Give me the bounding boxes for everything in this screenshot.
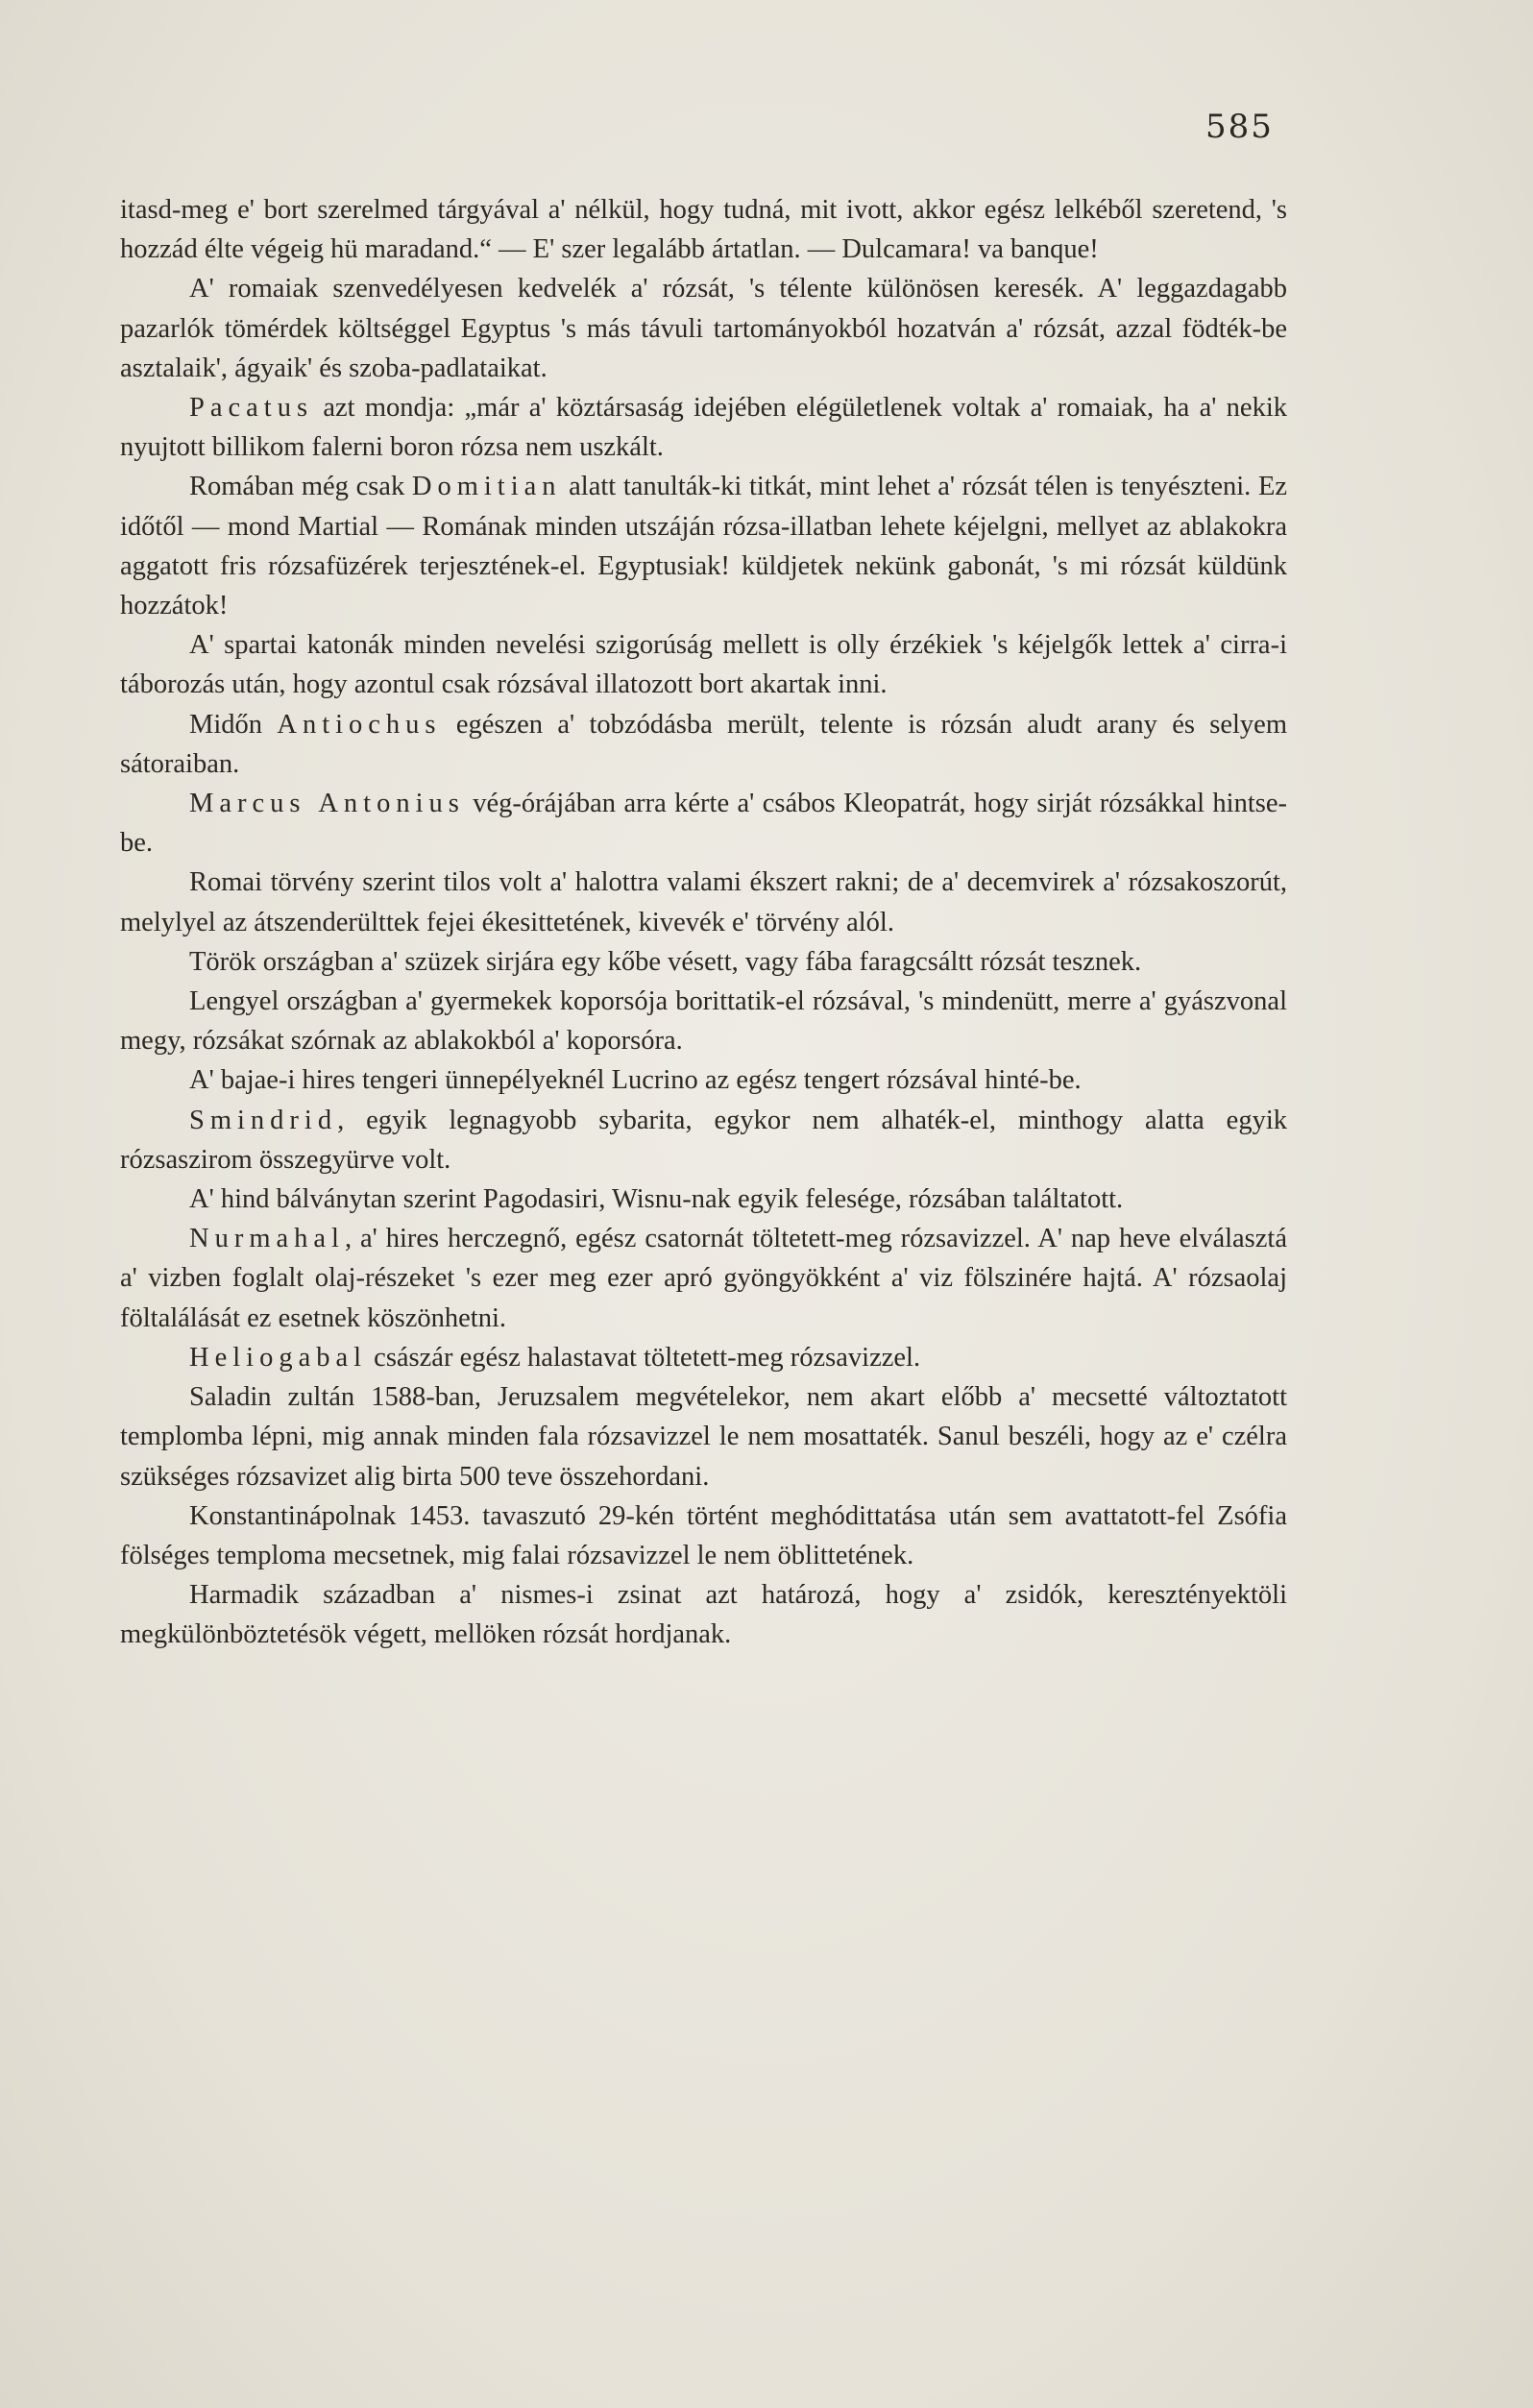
- paragraph-text: A' bajae-i hires tengeri ünnepélyeknél Lucrino az egész tengert rózsával hinté-be.: [189, 1065, 1082, 1096]
- paragraph-text: vég-órájában arra kérte a' csábos Kleopatrát, hogy sirját rózsákkal hintse-be.: [120, 789, 1287, 859]
- paragraph-text: Lengyel országban a' gyermekek koporsója borittatik-el rózsával, 's mindenütt, merre a' gyászvonal megy, rózsákat szórnak az ablakokból a' koporsóra.: [120, 986, 1287, 1057]
- paragraph: [120, 1180, 1287, 1219]
- paragraph-text: alatt tanulták-ki titkát, mint lehet a' rózsát télen is tenyészteni. Ez időtől — mond Martial — Romának minden utszáján rózsa-illatban lehete kéjelgni, mellyet az ablakokra aggatott fris rózsafüzérek terjesztének-el. Egyptusiak! küldjetek nekünk gabonát, 's mi rózsát küldünk hozzátok!: [120, 472, 1287, 621]
- paragraph: [120, 942, 1287, 982]
- body-text: [120, 190, 1287, 1655]
- paragraph-text: A' spartai katonák minden nevelési szigorúság mellett is olly érzékiek 's kéjelgők lettek a' cirra-i táborozás után, hogy azontul csak rózsával illatozott bort akartak inni.: [120, 630, 1287, 700]
- paragraph-text: Romai törvény szerint tilos volt a' halottra valami ékszert rakni; de a' decemvirek a' rózsakoszorút, melylyel az átszenderülttek fejei ékesittetének, kivevék e' törvény alól.: [120, 867, 1287, 937]
- paragraph: [120, 1575, 1287, 1654]
- paragraph: [120, 190, 1287, 269]
- spaced-name: Nurmahal: [189, 1224, 345, 1254]
- paragraph-text: , a' hires herczegnő, egész csatornát töltetett-meg rózsavizzel. A' nap heve elválasztá a' vizben foglalt olaj-részeket 's ezer meg ezer apró gyöngyökként a' viz fölszinére hajtá. A' rózsaolaj föltalálását ez esetnek köszönhetni.: [120, 1224, 1287, 1333]
- paragraph: [120, 1377, 1287, 1496]
- paragraph-text: Török országban a' szüzek sirjára egy kőbe vésett, vagy fába faragcsáltt rózsát tesznek.: [189, 946, 1142, 977]
- paragraph-text: A' romaiak szenvedélyesen kedvelék a' rózsát, 's télente különösen keresék. A' leggazdagabb pazarlók tömérdek költséggel Egyptus 's más távuli tartományokból hozatván a' rózsát, azzal födték-be asztalaik', ágyaik' és szoba-padlataikat.: [120, 274, 1287, 383]
- paragraph-text: császár egész halastavat töltetett-meg rózsavizzel.: [367, 1342, 921, 1373]
- paragraph: [120, 1219, 1287, 1338]
- paragraph: [120, 1496, 1287, 1575]
- spaced-name: Marcus Antonius: [189, 789, 465, 819]
- paragraph: [120, 388, 1287, 467]
- paragraph: [120, 1101, 1287, 1180]
- paragraph: [120, 467, 1287, 625]
- paragraph-text: itasd-meg e' bort szerelmed tárgyával a' nélkül, hogy tudná, mit ivott, akkor egész lelkéből szeretend, 's hozzád élte végeig hü maradand.“ — E' szer legalább ártatlan. — Dulcamara! va banque!: [120, 195, 1287, 265]
- paragraph-text: A' hind bálványtan szerint Pagodasiri, Wisnu-nak egyik felesége, rózsában találtatott.: [189, 1184, 1124, 1215]
- spaced-name: Antiochus: [277, 709, 442, 740]
- paragraph-text: Harmadik században a' nismes-i zsinat azt határozá, hogy a' zsidók, keresztényektöli megkülönböztetésök végett, mellöken rózsát hordjanak.: [120, 1580, 1287, 1650]
- spaced-name: Smindrid: [189, 1105, 338, 1135]
- paragraph-text: Midőn: [189, 709, 278, 740]
- paragraph: [120, 705, 1287, 784]
- paragraph-text: egészen a' tobzódásba merült, telente is rózsán aludt arany és selyem sátoraiban.: [120, 709, 1288, 779]
- paragraph-text: , egyik legnagyobb sybarita, egykor nem alhaték-el, minthogy alatta egyik rózsaszirom összegyürve volt.: [120, 1105, 1287, 1175]
- paragraph: [120, 269, 1287, 388]
- paragraph-text: Romában még csak: [189, 472, 412, 502]
- spaced-name: Heliogabal: [189, 1342, 368, 1373]
- paragraph: [120, 863, 1287, 941]
- spaced-name: Pacatus: [189, 393, 314, 424]
- paragraph: [120, 982, 1287, 1060]
- paragraph: [120, 784, 1287, 863]
- page-number: 585: [1205, 108, 1274, 146]
- spaced-name: Domitian: [411, 472, 562, 502]
- paragraph-text: Saladin zultán 1588-ban, Jeruzsalem megvételekor, nem akart előbb a' mecsetté változtatott templomba lépni, mig annak minden fala rózsavizzel le nem mosattaték. Sanul beszéli, hogy az e' czélra szükséges rózsavizet alig birta 500 teve összehordani.: [120, 1382, 1287, 1492]
- paragraph: [120, 1338, 1287, 1377]
- paragraph-text: azt mondja: „már a' köztársaság idejében elégületlenek voltak a' romaiak, ha a' nekik nyujtott billikom falerni boron rózsa nem uszkált.: [120, 393, 1287, 463]
- paragraph: [120, 1060, 1287, 1100]
- paragraph: [120, 625, 1287, 704]
- paragraph-text: Konstantinápolnak 1453. tavaszutó 29-kén történt meghódittatása után sem avattatott-fel Zsófia fölséges temploma mecsetnek, mig falai rózsavizzel le nem öblittetének.: [120, 1500, 1287, 1570]
